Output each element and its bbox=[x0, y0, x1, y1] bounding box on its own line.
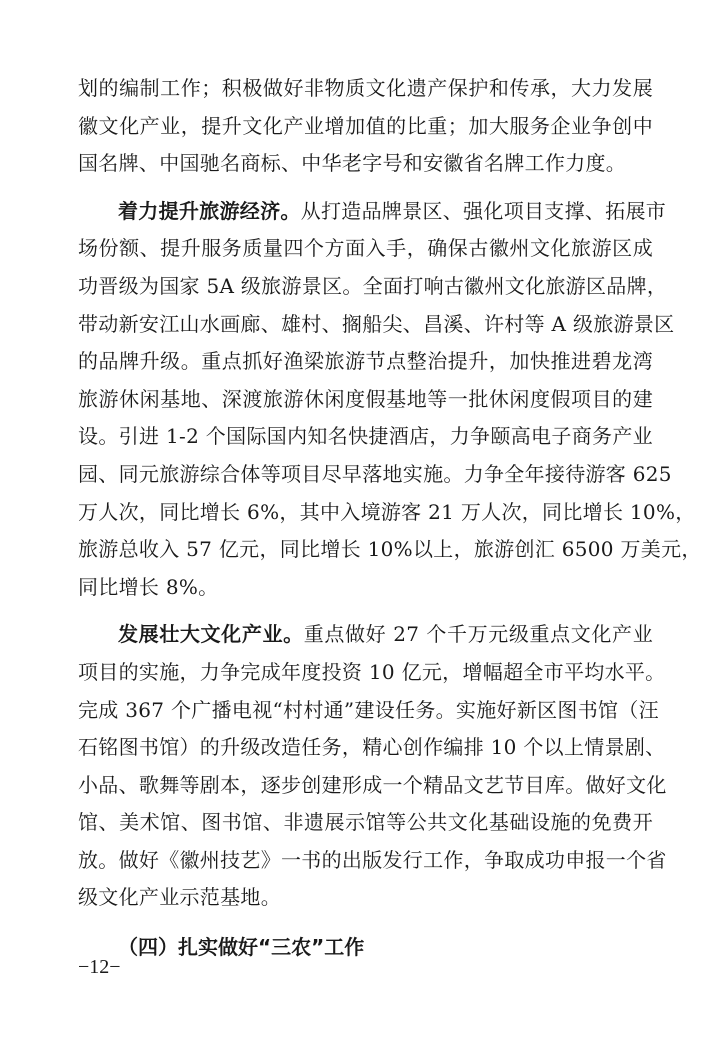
text-line: 园、同元旅游综合体等项目尽早落地实施。力争全年接待游客 625 bbox=[78, 461, 672, 486]
text-line: 旅游休闲基地、深渡旅游休闲度假基地等一批休闲度假项目的建 bbox=[78, 386, 653, 411]
text-line: 石铭图书馆）的升级改造任务，精心创作编排 10 个以上情景剧、 bbox=[78, 735, 666, 760]
text-line: 场份额、提升服务质量四个方面入手，确保古徽州文化旅游区成 bbox=[78, 236, 653, 261]
document-body bbox=[78, 70, 702, 967]
paragraph-lead-tourism: 着力提升旅游经济。 bbox=[118, 198, 301, 223]
paragraph-culture bbox=[78, 616, 667, 917]
text-line: 的品牌升级。重点抓好渔梁旅游节点整治提升，加快推进碧龙湾 bbox=[78, 349, 653, 374]
text-line: 完成 367 个广播电视“村村通”建设任务。实施好新区图书馆（汪 bbox=[78, 697, 659, 722]
paragraph-1 bbox=[78, 70, 653, 183]
text-span: 从打造品牌景区、强化项目支撑、拓展市 bbox=[300, 198, 667, 223]
section-heading: （四）扎实做好“三农”工作 bbox=[118, 935, 365, 960]
text-line bbox=[78, 193, 667, 231]
text-span: 重点做好 27 个千万元级重点文化产业 bbox=[303, 622, 653, 647]
text-line: 同比增长 8%。 bbox=[78, 574, 219, 599]
text-line: 级文化产业示范基地。 bbox=[78, 885, 281, 910]
text-line bbox=[78, 616, 653, 654]
paragraph-tourism bbox=[78, 193, 702, 607]
text-line: 小品、歌舞等剧本，逐步创建形成一个精品文艺节目库。做好文化 bbox=[78, 772, 667, 797]
text-line: 带动新安江山水画廊、雄村、搁船尖、昌溪、许村等 A 级旅游景区 bbox=[78, 311, 675, 336]
page-number: −12− bbox=[78, 956, 121, 978]
text-line: 馆、美术馆、图书馆、非遗展示馆等公共文化基础设施的免费开 bbox=[78, 810, 653, 835]
text-line: 徽文化产业，提升文化产业增加值的比重；加大服务企业争创中 bbox=[78, 113, 653, 138]
text-line: 功晋级为国家 5A 级旅游景区。全面打响古徽州文化旅游区品牌， bbox=[78, 273, 668, 298]
paragraph-lead-culture: 发展壮大文化产业。 bbox=[118, 622, 304, 647]
text-line: 划的编制工作；积极做好非物质文化遗产保护和传承，大力发展 bbox=[78, 76, 653, 100]
text-line: 旅游总收入 57 亿元，同比增长 10%以上，旅游创汇 6500 万美元， bbox=[78, 537, 702, 562]
text-line: 项目的实施，力争完成年度投资 10 亿元，增幅超全市平均水平。 bbox=[78, 659, 666, 684]
text-line: 国名牌、中国驰名商标、中华老字号和安徽省名牌工作力度。 bbox=[78, 151, 627, 176]
text-line: 万人次，同比增长 6%，其中入境游客 21 万人次，同比增长 10%， bbox=[78, 499, 696, 524]
text-line: 放。做好《徽州技艺》一书的出版发行工作，争取成功申报一个省 bbox=[78, 847, 667, 872]
text-line: 设。引进 1-2 个国际国内知名快捷酒店，力争颐高电子商务产业 bbox=[78, 424, 653, 449]
